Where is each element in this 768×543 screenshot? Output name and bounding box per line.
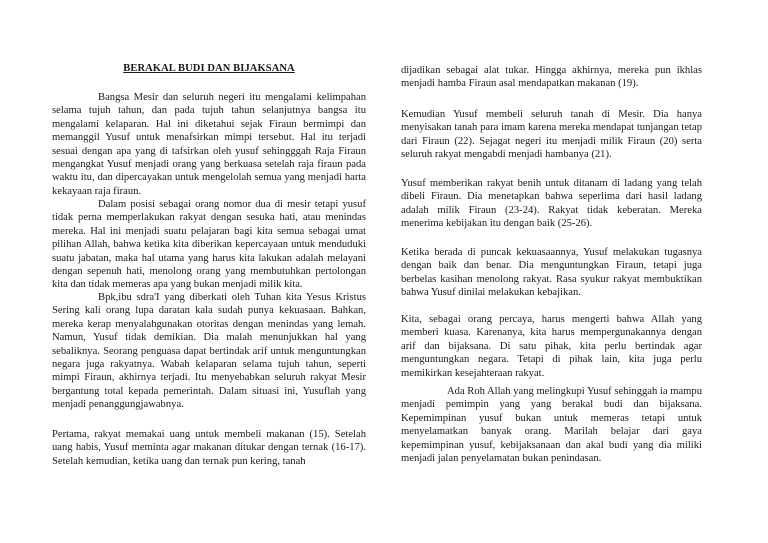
paragraph-alat-tukar: dijadikan sebagai alat tukar. Hingga akhirnya, mereka pun ikhlas menjadi hamba Firaun asal mendapatkan makanan (19).	[401, 65, 702, 90]
paragraph-membeli-tanah: Kemudian Yusuf membeli seluruh tanah di Mesir. Dia hanya menyisakan tanah para imam karena mereka mendapat tunjangan tetap dari Firaun (22). Sejagat negeri itu menjadi milik Firaun (20) serta seluruh rakyat mengabdi menjadi hambanya (21).	[401, 109, 702, 161]
paragraph-roh-allah: Ada Roh Allah yang melingkupi Yusuf sehinggah ia mampu menjadi pemimpin yang yang berakal budi dan bijaksana. Kepemimpinan yusuf bukan untuk memeras tetapi untuk menyelamatkan banyak orang. Marilah belajar dari gaya kepemimpinan yusuf, kebijaksanaan dan akal budi yang dia miliki menjadi jalan penyelamatan bukan penindasan.	[401, 386, 702, 465]
paragraph-lupa-daratan: Bpk,ibu sdra'I yang diberkati oleh Tuhan kita Yesus Kristus Sering kali orang lupa daratan kala sudah punya kekuasaan. Bahkan, mereka kerap menyalahgunakan otoritas dengan menindas yang lemah. Namun, Yusuf tidak demikian. Dia malah menunjukkan hal yang sebaliknya. Seorang penguasa dapat bertindak arif untuk menguntungkan negara juga rakyatnya. Wabah kelaparan selama tujuh tahun, seperti mimpi Firaun, akhirnya terjadi. Itu menyebabkan seluruh rakyat Mesir bergantung total kepada pemerintah. Dalam situasi ini, Yusuflah yang menjadi penanggungjawabnya.	[52, 292, 366, 411]
paragraph-pertama: Pertama, rakyat memakai uang untuk membeli makanan (15). Setelah uang habis, Yusuf meminta agar makanan ditukar dengan ternak (16-17). Setelah kemudian, ketika uang dan ternak pun kering, tanah	[52, 429, 366, 467]
paragraph-kelimpahan: Bangsa Mesir dan seluruh negeri itu mengalami kelimpahan selama tujuh tahun, dan pada tujuh tahun selanjutnya bangsa itu mengalami kelaparan. Hal ini diketahui sejak Firaun bermimpi dan memanggil Yusuf untuk menafsirkan mimpi tersebut. Hal itu terjadi sesuai dengan apa yang di tafsirkan oleh yusuf sehingggah Raja Firaun mengangkat Yusuf menjadi orang yang berkuasa setelah raja firaun pada waktu itu, dan dipercayakan untuk mengelolah semua yang menjadi harta kekayaan raja firaun.	[52, 92, 366, 197]
document-title: BERAKAL BUDI DAN BIJAKSANA	[123, 63, 295, 74]
paragraph-benih: Yusuf memberikan rakyat benih untuk ditanam di ladang yang telah dibeli Firaun. Dia menetapkan bahwa seperlima dari hasil ladang adalah milik Firaun (23-24). Rakyat tidak keberatan. Mereka menerima kebijakan itu dengan baik (25-26).	[401, 178, 702, 230]
paragraph-orang-percaya: Kita, sebagai orang percaya, harus mengerti bahwa Allah yang memberi kuasa. Karenanya, kita harus mempergunakannya dengan arif dan bijaksana. Di satu pihak, kita perlu bertindak agar menguntungkan negara. Tetapi di pihak lain, kita juga perlu memikirkan kesejahteraan rakyat.	[401, 314, 702, 379]
paragraph-posisi-nomor-dua: Dalam posisi sebagai orang nomor dua di mesir tetapi yusuf tidak perna memperlakukan rakyat dengan sesuka hati, atau menindas mereka. Hal ini menjadi suatu pelajaran bagi kita semua sebagai umat pilihan Allah, bahwa ketika kita diberikan kepercayaan untuk menduduki suatu jabatan, maka hal utama yang harus kita lakukan adalah melayani dengan sepenuh hati, menolong orang yang membutuhkan pertolongan kita dan tidak memeras apa yang bukan menjadi milik kita.	[52, 199, 366, 291]
paragraph-puncak-kekuasaan: Ketika berada di puncak kekuasaannya, Yusuf melakukan tugasnya dengan baik dan benar. Dia menguntungkan Firaun, tetapi juga berbelas kasihan menolong rakyat. Rasa syukur rakyat membuktikan bahwa Yusuf dinilai melakukan kebajikan.	[401, 247, 702, 299]
